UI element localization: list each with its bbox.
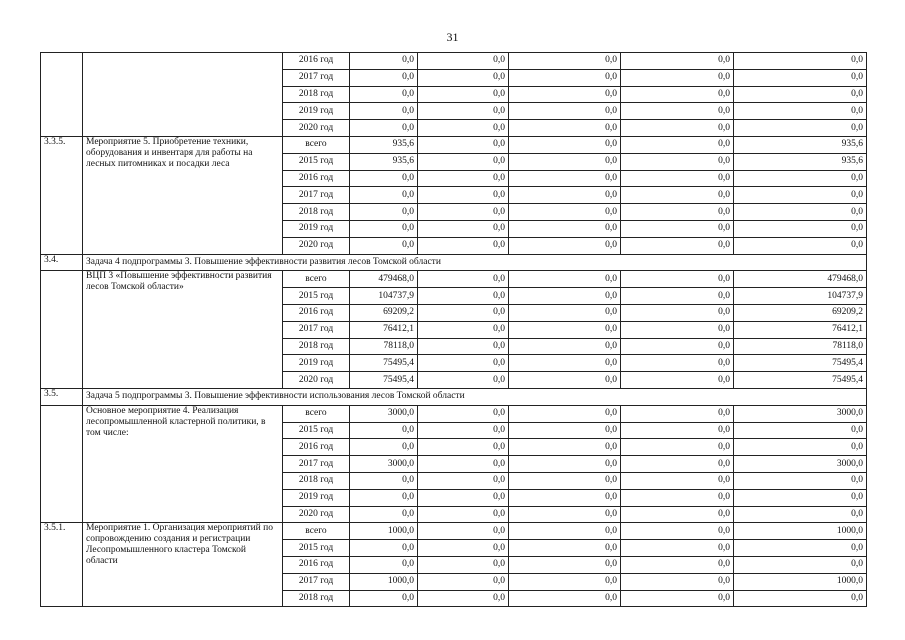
value-cell: 0,0 bbox=[350, 439, 418, 456]
value-cell: 0,0 bbox=[350, 540, 418, 557]
value-cell: 0,0 bbox=[350, 86, 418, 103]
value-cell: 0,0 bbox=[509, 456, 621, 473]
period-cell: 2020 год bbox=[283, 372, 350, 389]
value-cell: 0,0 bbox=[350, 472, 418, 489]
value-cell: 0,0 bbox=[621, 355, 734, 372]
table-row bbox=[41, 405, 867, 422]
period-cell: 2017 год bbox=[283, 573, 350, 590]
value-cell: 0,0 bbox=[621, 86, 734, 103]
value-cell: 0,0 bbox=[509, 556, 621, 573]
value-cell: 3000,0 bbox=[734, 456, 867, 473]
period-cell: 2017 год bbox=[283, 187, 350, 204]
table-row bbox=[41, 523, 867, 540]
value-cell: 0,0 bbox=[509, 590, 621, 607]
value-cell: 0,0 bbox=[509, 573, 621, 590]
value-cell: 0,0 bbox=[509, 540, 621, 557]
value-cell: 0,0 bbox=[418, 422, 509, 439]
value-cell: 0,0 bbox=[621, 53, 734, 70]
value-cell: 3000,0 bbox=[734, 405, 867, 422]
value-cell: 0,0 bbox=[350, 237, 418, 254]
value-cell: 0,0 bbox=[621, 187, 734, 204]
period-cell: 2018 год bbox=[283, 338, 350, 355]
value-cell: 0,0 bbox=[418, 590, 509, 607]
value-cell: 0,0 bbox=[418, 237, 509, 254]
value-cell: 0,0 bbox=[350, 103, 418, 120]
value-cell: 0,0 bbox=[621, 321, 734, 338]
value-cell: 0,0 bbox=[734, 69, 867, 86]
value-cell: 76412,1 bbox=[734, 321, 867, 338]
value-cell: 0,0 bbox=[509, 439, 621, 456]
period-cell: 2017 год bbox=[283, 456, 350, 473]
activity-description: Основное мероприятие 4. Реализация лесопромышленной кластерной политики, в том числе: bbox=[83, 405, 283, 523]
value-cell: 0,0 bbox=[418, 86, 509, 103]
period-cell: всего bbox=[283, 136, 350, 153]
value-cell: 935,6 bbox=[734, 136, 867, 153]
value-cell: 0,0 bbox=[621, 405, 734, 422]
value-cell: 0,0 bbox=[509, 506, 621, 523]
value-cell: 0,0 bbox=[509, 86, 621, 103]
value-cell: 0,0 bbox=[350, 590, 418, 607]
value-cell: 0,0 bbox=[509, 288, 621, 305]
value-cell: 0,0 bbox=[509, 271, 621, 288]
value-cell: 0,0 bbox=[621, 540, 734, 557]
value-cell: 0,0 bbox=[350, 170, 418, 187]
period-cell: всего bbox=[283, 405, 350, 422]
value-cell: 0,0 bbox=[734, 556, 867, 573]
value-cell: 0,0 bbox=[418, 304, 509, 321]
value-cell: 0,0 bbox=[418, 540, 509, 557]
value-cell: 0,0 bbox=[509, 187, 621, 204]
value-cell: 0,0 bbox=[418, 187, 509, 204]
value-cell: 0,0 bbox=[509, 489, 621, 506]
value-cell: 0,0 bbox=[621, 489, 734, 506]
row-code: 3.3.5. bbox=[41, 136, 83, 254]
value-cell: 0,0 bbox=[509, 103, 621, 120]
value-cell: 0,0 bbox=[418, 456, 509, 473]
value-cell: 0,0 bbox=[621, 338, 734, 355]
value-cell: 0,0 bbox=[621, 523, 734, 540]
value-cell: 0,0 bbox=[509, 338, 621, 355]
value-cell: 0,0 bbox=[509, 69, 621, 86]
value-cell: 0,0 bbox=[418, 506, 509, 523]
value-cell: 0,0 bbox=[734, 120, 867, 137]
value-cell: 0,0 bbox=[621, 103, 734, 120]
value-cell: 0,0 bbox=[734, 489, 867, 506]
value-cell: 0,0 bbox=[418, 220, 509, 237]
row-code bbox=[41, 271, 83, 389]
period-cell: 2019 год bbox=[283, 103, 350, 120]
value-cell: 1000,0 bbox=[350, 573, 418, 590]
value-cell: 0,0 bbox=[350, 489, 418, 506]
value-cell: 3000,0 bbox=[350, 456, 418, 473]
period-cell: 2015 год bbox=[283, 153, 350, 170]
value-cell: 0,0 bbox=[621, 136, 734, 153]
value-cell: 479468,0 bbox=[734, 271, 867, 288]
value-cell: 75495,4 bbox=[734, 355, 867, 372]
value-cell: 75495,4 bbox=[350, 355, 418, 372]
value-cell: 0,0 bbox=[418, 338, 509, 355]
period-cell: 2015 год bbox=[283, 422, 350, 439]
row-code: 3.5.1. bbox=[41, 523, 83, 607]
budget-table bbox=[40, 52, 867, 607]
table-row bbox=[41, 53, 867, 70]
value-cell: 0,0 bbox=[418, 271, 509, 288]
period-cell: 2020 год bbox=[283, 237, 350, 254]
period-cell: 2020 год bbox=[283, 506, 350, 523]
period-cell: всего bbox=[283, 271, 350, 288]
value-cell: 0,0 bbox=[350, 204, 418, 221]
value-cell: 0,0 bbox=[418, 103, 509, 120]
value-cell: 0,0 bbox=[621, 556, 734, 573]
row-code bbox=[41, 53, 83, 137]
value-cell: 935,6 bbox=[350, 136, 418, 153]
value-cell: 0,0 bbox=[509, 170, 621, 187]
value-cell: 0,0 bbox=[621, 220, 734, 237]
value-cell: 0,0 bbox=[418, 355, 509, 372]
value-cell: 0,0 bbox=[418, 120, 509, 137]
value-cell: 0,0 bbox=[734, 472, 867, 489]
value-cell: 0,0 bbox=[734, 86, 867, 103]
value-cell: 0,0 bbox=[621, 204, 734, 221]
value-cell: 76412,1 bbox=[350, 321, 418, 338]
value-cell: 0,0 bbox=[350, 422, 418, 439]
value-cell: 78118,0 bbox=[350, 338, 418, 355]
period-cell: 2016 год bbox=[283, 556, 350, 573]
value-cell: 935,6 bbox=[734, 153, 867, 170]
value-cell: 69209,2 bbox=[350, 304, 418, 321]
value-cell: 0,0 bbox=[734, 103, 867, 120]
activity-description: Мероприятие 5. Приобретение техники, оборудования и инвентаря для работы на лесных питомниках и посадки леса bbox=[83, 136, 283, 254]
task-row bbox=[41, 254, 867, 271]
activity-description bbox=[83, 53, 283, 137]
value-cell: 0,0 bbox=[418, 153, 509, 170]
value-cell: 0,0 bbox=[621, 271, 734, 288]
value-cell: 0,0 bbox=[350, 187, 418, 204]
value-cell: 0,0 bbox=[509, 204, 621, 221]
value-cell: 0,0 bbox=[621, 439, 734, 456]
value-cell: 3000,0 bbox=[350, 405, 418, 422]
row-code: 3.5. bbox=[41, 388, 83, 405]
value-cell: 479468,0 bbox=[350, 271, 418, 288]
value-cell: 0,0 bbox=[350, 506, 418, 523]
period-cell: 2016 год bbox=[283, 53, 350, 70]
value-cell: 0,0 bbox=[350, 120, 418, 137]
value-cell: 0,0 bbox=[418, 204, 509, 221]
value-cell: 0,0 bbox=[418, 69, 509, 86]
value-cell: 0,0 bbox=[418, 288, 509, 305]
value-cell: 0,0 bbox=[734, 540, 867, 557]
task-title: Задача 4 подпрограммы 3. Повышение эффективности развития лесов Томской области bbox=[83, 254, 867, 271]
task-row bbox=[41, 388, 867, 405]
value-cell: 0,0 bbox=[509, 372, 621, 389]
value-cell: 0,0 bbox=[418, 405, 509, 422]
value-cell: 0,0 bbox=[734, 422, 867, 439]
value-cell: 0,0 bbox=[734, 506, 867, 523]
value-cell: 0,0 bbox=[509, 120, 621, 137]
value-cell: 0,0 bbox=[734, 439, 867, 456]
value-cell: 0,0 bbox=[350, 220, 418, 237]
table-row bbox=[41, 136, 867, 153]
period-cell: 2016 год bbox=[283, 439, 350, 456]
value-cell: 1000,0 bbox=[734, 523, 867, 540]
period-cell: 2017 год bbox=[283, 69, 350, 86]
value-cell: 0,0 bbox=[350, 53, 418, 70]
value-cell: 0,0 bbox=[418, 489, 509, 506]
value-cell: 69209,2 bbox=[734, 304, 867, 321]
value-cell: 0,0 bbox=[418, 136, 509, 153]
value-cell: 0,0 bbox=[621, 506, 734, 523]
value-cell: 0,0 bbox=[734, 204, 867, 221]
value-cell: 0,0 bbox=[509, 220, 621, 237]
period-cell: 2018 год bbox=[283, 204, 350, 221]
value-cell: 0,0 bbox=[621, 120, 734, 137]
value-cell: 78118,0 bbox=[734, 338, 867, 355]
value-cell: 0,0 bbox=[509, 422, 621, 439]
activity-description: ВЦП 3 «Повышение эффективности развития лесов Томской области» bbox=[83, 271, 283, 389]
value-cell: 0,0 bbox=[621, 304, 734, 321]
value-cell: 0,0 bbox=[734, 220, 867, 237]
value-cell: 75495,4 bbox=[734, 372, 867, 389]
value-cell: 0,0 bbox=[509, 304, 621, 321]
value-cell: 0,0 bbox=[509, 321, 621, 338]
period-cell: 2016 год bbox=[283, 170, 350, 187]
value-cell: 75495,4 bbox=[350, 372, 418, 389]
period-cell: 2020 год bbox=[283, 120, 350, 137]
value-cell: 1000,0 bbox=[350, 523, 418, 540]
value-cell: 0,0 bbox=[418, 53, 509, 70]
row-code: 3.4. bbox=[41, 254, 83, 271]
value-cell: 0,0 bbox=[621, 170, 734, 187]
value-cell: 0,0 bbox=[734, 590, 867, 607]
period-cell: 2016 год bbox=[283, 304, 350, 321]
value-cell: 0,0 bbox=[418, 321, 509, 338]
value-cell: 0,0 bbox=[509, 136, 621, 153]
value-cell: 0,0 bbox=[509, 523, 621, 540]
value-cell: 0,0 bbox=[621, 288, 734, 305]
page-number: 31 bbox=[446, 30, 459, 44]
value-cell: 0,0 bbox=[621, 422, 734, 439]
period-cell: 2018 год bbox=[283, 86, 350, 103]
value-cell: 0,0 bbox=[621, 590, 734, 607]
value-cell: 0,0 bbox=[621, 153, 734, 170]
period-cell: 2019 год bbox=[283, 220, 350, 237]
value-cell: 0,0 bbox=[509, 355, 621, 372]
value-cell: 0,0 bbox=[509, 472, 621, 489]
value-cell: 0,0 bbox=[350, 556, 418, 573]
period-cell: 2019 год bbox=[283, 355, 350, 372]
value-cell: 0,0 bbox=[734, 53, 867, 70]
value-cell: 0,0 bbox=[734, 170, 867, 187]
value-cell: 935,6 bbox=[350, 153, 418, 170]
value-cell: 0,0 bbox=[418, 439, 509, 456]
value-cell: 0,0 bbox=[734, 237, 867, 254]
task-title: Задача 5 подпрограммы 3. Повышение эффективности использования лесов Томской области bbox=[83, 388, 867, 405]
value-cell: 0,0 bbox=[621, 472, 734, 489]
value-cell: 0,0 bbox=[418, 573, 509, 590]
value-cell: 0,0 bbox=[734, 187, 867, 204]
period-cell: 2019 год bbox=[283, 489, 350, 506]
value-cell: 0,0 bbox=[621, 456, 734, 473]
value-cell: 1000,0 bbox=[734, 573, 867, 590]
table-row bbox=[41, 271, 867, 288]
value-cell: 0,0 bbox=[418, 472, 509, 489]
activity-description: Мероприятие 1. Организация мероприятий по сопровождению создания и регистрации Лесопромышленного кластера Томской области bbox=[83, 523, 283, 607]
period-cell: 2018 год bbox=[283, 590, 350, 607]
value-cell: 0,0 bbox=[418, 523, 509, 540]
value-cell: 0,0 bbox=[621, 372, 734, 389]
value-cell: 0,0 bbox=[621, 69, 734, 86]
value-cell: 0,0 bbox=[509, 153, 621, 170]
row-code bbox=[41, 405, 83, 523]
period-cell: всего bbox=[283, 523, 350, 540]
table-body bbox=[41, 53, 867, 607]
value-cell: 0,0 bbox=[621, 573, 734, 590]
value-cell: 104737,9 bbox=[350, 288, 418, 305]
value-cell: 0,0 bbox=[418, 170, 509, 187]
value-cell: 0,0 bbox=[418, 372, 509, 389]
value-cell: 0,0 bbox=[418, 556, 509, 573]
value-cell: 0,0 bbox=[509, 53, 621, 70]
value-cell: 0,0 bbox=[509, 405, 621, 422]
value-cell: 0,0 bbox=[621, 237, 734, 254]
value-cell: 0,0 bbox=[350, 69, 418, 86]
value-cell: 104737,9 bbox=[734, 288, 867, 305]
value-cell: 0,0 bbox=[509, 237, 621, 254]
period-cell: 2015 год bbox=[283, 540, 350, 557]
period-cell: 2017 год bbox=[283, 321, 350, 338]
period-cell: 2015 год bbox=[283, 288, 350, 305]
period-cell: 2018 год bbox=[283, 472, 350, 489]
